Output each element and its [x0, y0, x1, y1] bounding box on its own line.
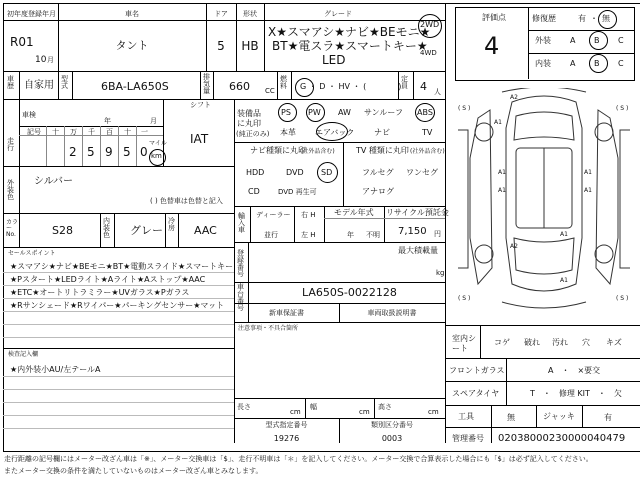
windshield-label: フロントガラス: [449, 366, 505, 375]
equip-tv: TV: [422, 128, 433, 137]
mileage-digit: 9: [105, 145, 113, 159]
tv-sub: (社外品含む): [410, 148, 445, 155]
fuel-options: G ・ D ・ HV ・ ( ): [300, 82, 402, 91]
color-change-note: ( ) 色替車は色替と記入: [150, 197, 223, 205]
navi-label: ナビ種類に丸印: [250, 146, 306, 155]
height-unit: cm: [428, 408, 439, 416]
max-load-unit: kg: [436, 269, 445, 277]
warranty-label: 新車保証書: [269, 309, 304, 317]
usage-value: 自家用: [24, 80, 54, 91]
width-unit: cm: [359, 408, 370, 416]
width-label: 幅: [310, 403, 317, 411]
recycle-unit: 円: [434, 230, 441, 238]
equip-pw: PW: [308, 108, 321, 117]
capacity-value: 4: [420, 80, 427, 93]
seat-option: キズ: [606, 338, 622, 347]
tools-label: 工具: [458, 412, 474, 421]
import-dealer: ディーラー: [256, 211, 291, 219]
sales-point-line: ★Rサンシェード★Rワイパー★パーキングセンサー★マット: [10, 301, 225, 310]
footer-note-2: またメーター交換の条件を満たしていないものはメーター改ざん車とみなします。: [4, 467, 263, 475]
mileage-header: 千: [88, 128, 95, 136]
interior-grade-a: A: [570, 59, 576, 68]
jack-value: 有: [604, 413, 612, 422]
navi-sub: (社外品含む): [300, 148, 335, 155]
damage-marker: A1: [560, 277, 568, 284]
repair-label: 修復歴: [532, 14, 556, 23]
max-load-label: 最大積載量: [398, 246, 438, 255]
mgmt-number-value: 02038000230000040479: [498, 433, 626, 444]
manual-label: 車両取扱説明書: [367, 309, 417, 317]
repair-no: 無: [602, 14, 610, 23]
register-label: 登録番号: [237, 249, 244, 278]
recycle-value: 7,150: [398, 226, 427, 237]
body-type: HB: [241, 39, 259, 53]
seat-option: 穴: [582, 338, 590, 347]
first-reg-month: 10: [35, 55, 47, 65]
model-year-label: モデル年式: [334, 208, 374, 217]
score-value: 4: [484, 32, 500, 60]
footer-note-1: 走行距離の記号欄にはメーター改ざん車は「※」、メーター交換車は「$」、走行不明車は「＊」を記入してください。メーター交換で合算表示した場合にも「$」は必ず記入してください。: [4, 455, 593, 463]
grade-line-1: X★スマアシ★ナビ★BEモニ★: [268, 25, 431, 39]
tv-analog: アナログ: [362, 187, 394, 196]
damage-marker: A1: [498, 187, 506, 194]
damage-marker: A2: [510, 243, 518, 250]
equip-sunroof: サンルーフ: [364, 108, 403, 117]
color-code-label: カラーNo.: [6, 219, 19, 238]
mileage-label: 走行: [7, 137, 14, 152]
import-left-hand: 左 H: [301, 231, 316, 239]
grade-line-3: LED: [322, 53, 346, 67]
model-code: 6BA-LA650S: [101, 80, 169, 93]
seat-option: 破れ: [524, 338, 540, 347]
import-right-hand: 右 H: [301, 211, 316, 219]
grade-line-2: BT★電スラ★スマートキー★: [272, 39, 428, 53]
shift-label: シフト: [190, 101, 211, 109]
model-year-unknown: 不明: [366, 231, 380, 239]
navi-dvd: DVD: [286, 168, 304, 177]
score-label: 評価点: [482, 13, 506, 22]
tv-label: TV 種類に丸印: [356, 146, 409, 155]
recycle-label: リサイクル預託金: [386, 208, 449, 217]
equip-aw: AW: [338, 108, 351, 117]
car-name-label: 車名: [125, 10, 139, 18]
inspection-line: ★内外装小AU/左テールA: [10, 365, 101, 374]
grade-label: グレード: [324, 10, 352, 18]
side-label: ( S ): [458, 295, 471, 302]
shift-value: IAT: [190, 132, 209, 146]
drive-4wd: 4WD: [420, 49, 437, 57]
seat-label: 室内シート: [452, 334, 476, 353]
mileage-header: 万: [70, 128, 77, 136]
ac-label: 冷房: [168, 217, 175, 232]
mileage-unit-km: km: [151, 152, 162, 160]
mileage-unit-mile: マイル: [149, 140, 167, 147]
damage-marker: A1: [584, 187, 592, 194]
damage-marker: A1: [560, 231, 568, 238]
mileage-header: 一: [141, 128, 148, 136]
notes-label: 注意事項・不具合箇所: [238, 325, 299, 332]
interior-grade-b: B: [594, 59, 600, 68]
tools-value: 無: [507, 413, 515, 422]
mileage-header: 十: [124, 128, 131, 136]
history-label: 車検: [22, 111, 36, 119]
first-reg-label: 初年度登録年月: [7, 10, 56, 18]
car-name: タント: [115, 39, 149, 52]
mileage-header: 百: [106, 128, 113, 136]
ac-value: AAC: [194, 224, 217, 237]
type-spec-label: 型式指定番号: [265, 421, 308, 429]
drive-2wd: 2WD: [420, 20, 440, 29]
reg-history-label: 車歴: [7, 75, 14, 90]
damage-marker: A1: [494, 119, 502, 126]
navi-dvd-play: DVD 再生可: [278, 188, 317, 196]
repair-yes: 有: [578, 14, 586, 23]
interior-grade-c: C: [618, 59, 624, 68]
history-year-unit: 年: [104, 117, 111, 125]
equip-airbag: エアバック: [315, 128, 355, 137]
displacement-value: 660: [229, 80, 250, 93]
type-spec-value: 19276: [273, 434, 300, 443]
damage-marker: A1: [498, 169, 506, 176]
equip-abs: ABS: [417, 108, 433, 117]
mileage-digit: 0: [140, 145, 148, 159]
model-year-unit: 年: [347, 231, 354, 239]
interior-color-label: 内装色: [103, 217, 110, 239]
inspection-label: 検査記入欄: [8, 351, 39, 358]
chassis-label: 車台番号: [237, 283, 244, 312]
car-damage-diagram: [450, 88, 638, 318]
mileage-header: 十: [52, 128, 59, 136]
sales-points-label: セールスポイント: [8, 250, 56, 257]
mileage-digit: 5: [87, 145, 95, 159]
category-value: 0003: [381, 434, 403, 443]
sales-point-line: ★Pスタート★LEDライト★Aライト★Aストップ★AAC: [10, 275, 206, 284]
equip-navi: ナビ: [374, 128, 390, 137]
mileage-header: 記号: [27, 128, 41, 136]
body-type-label: 形状: [243, 10, 257, 18]
tv-oneseg: ワンセグ: [406, 168, 438, 177]
exterior-color-value: シルバー: [34, 176, 74, 187]
windshield-value: A ・ ×要交: [548, 366, 601, 375]
mgmt-number-label: 管理番号: [452, 434, 484, 443]
seat-option: コゲ: [494, 338, 510, 347]
interior-color-value: グレー: [130, 224, 163, 237]
side-label: ( S ): [616, 105, 629, 112]
side-label: ( S ): [458, 105, 471, 112]
exterior-grade-b: B: [594, 36, 600, 45]
damage-marker: A1: [584, 169, 592, 176]
spare-tire-label: スペアタイヤ: [452, 389, 500, 398]
history-month-unit: 月: [150, 117, 157, 125]
first-reg-month-unit: 月: [47, 56, 54, 64]
exterior-color-label: 外装色: [7, 179, 14, 201]
sales-point-line: ★ETC★オートリトラミラー★UVガラス★Pガラス: [10, 288, 190, 297]
jack-label: ジャッキ: [543, 412, 575, 421]
doors-value: 5: [217, 39, 225, 53]
navi-hdd: HDD: [246, 168, 265, 177]
damage-marker: A2: [510, 94, 518, 101]
displacement-unit: CC: [265, 87, 275, 95]
equip-leather: 本革: [280, 128, 296, 137]
interior-grade-label: 内装: [535, 59, 551, 68]
capacity-label: 定員: [401, 75, 408, 90]
length-label: 長さ: [237, 403, 251, 411]
navi-cd: CD: [248, 187, 260, 196]
chassis-value: LA650S-0022128: [302, 286, 397, 299]
equipment-label: 装備品に丸印: [237, 109, 261, 128]
category-label: 類別区分番号: [371, 421, 413, 429]
navi-sd: SD: [321, 168, 333, 177]
fuel-label: 燃料: [280, 75, 287, 90]
mileage-digit: 5: [123, 145, 131, 159]
spare-tire-value: T ・ 修理 KIT ・ 欠: [530, 389, 622, 398]
displacement-label: 排気量: [203, 73, 210, 95]
seat-option: 汚れ: [552, 338, 568, 347]
side-label: ( S ): [616, 295, 629, 302]
sales-point-line: ★スマアシ★ナビ★BEモニ★BT★電動スライド★スマートキー: [10, 262, 234, 271]
equipment-sub-label: (純正のみ): [236, 130, 270, 138]
color-code-value: S28: [52, 224, 73, 237]
length-unit: cm: [290, 408, 301, 416]
tv-fullseg: フルセグ: [362, 168, 394, 177]
repair-sep: ・: [590, 14, 598, 23]
height-label: 高さ: [378, 403, 392, 411]
exterior-grade-c: C: [618, 36, 624, 45]
exterior-grade-label: 外装: [535, 36, 551, 45]
exterior-grade-a: A: [570, 36, 576, 45]
model-label: 型式: [61, 75, 68, 90]
first-reg-era-year: R01: [10, 35, 34, 49]
import-label: 輸入車: [238, 212, 245, 234]
capacity-unit: 人: [434, 88, 441, 96]
mileage-digit: 2: [69, 145, 77, 159]
import-parallel: 並行: [264, 231, 278, 239]
equip-ps: PS: [281, 108, 291, 117]
doors-label: ドア: [214, 10, 228, 18]
